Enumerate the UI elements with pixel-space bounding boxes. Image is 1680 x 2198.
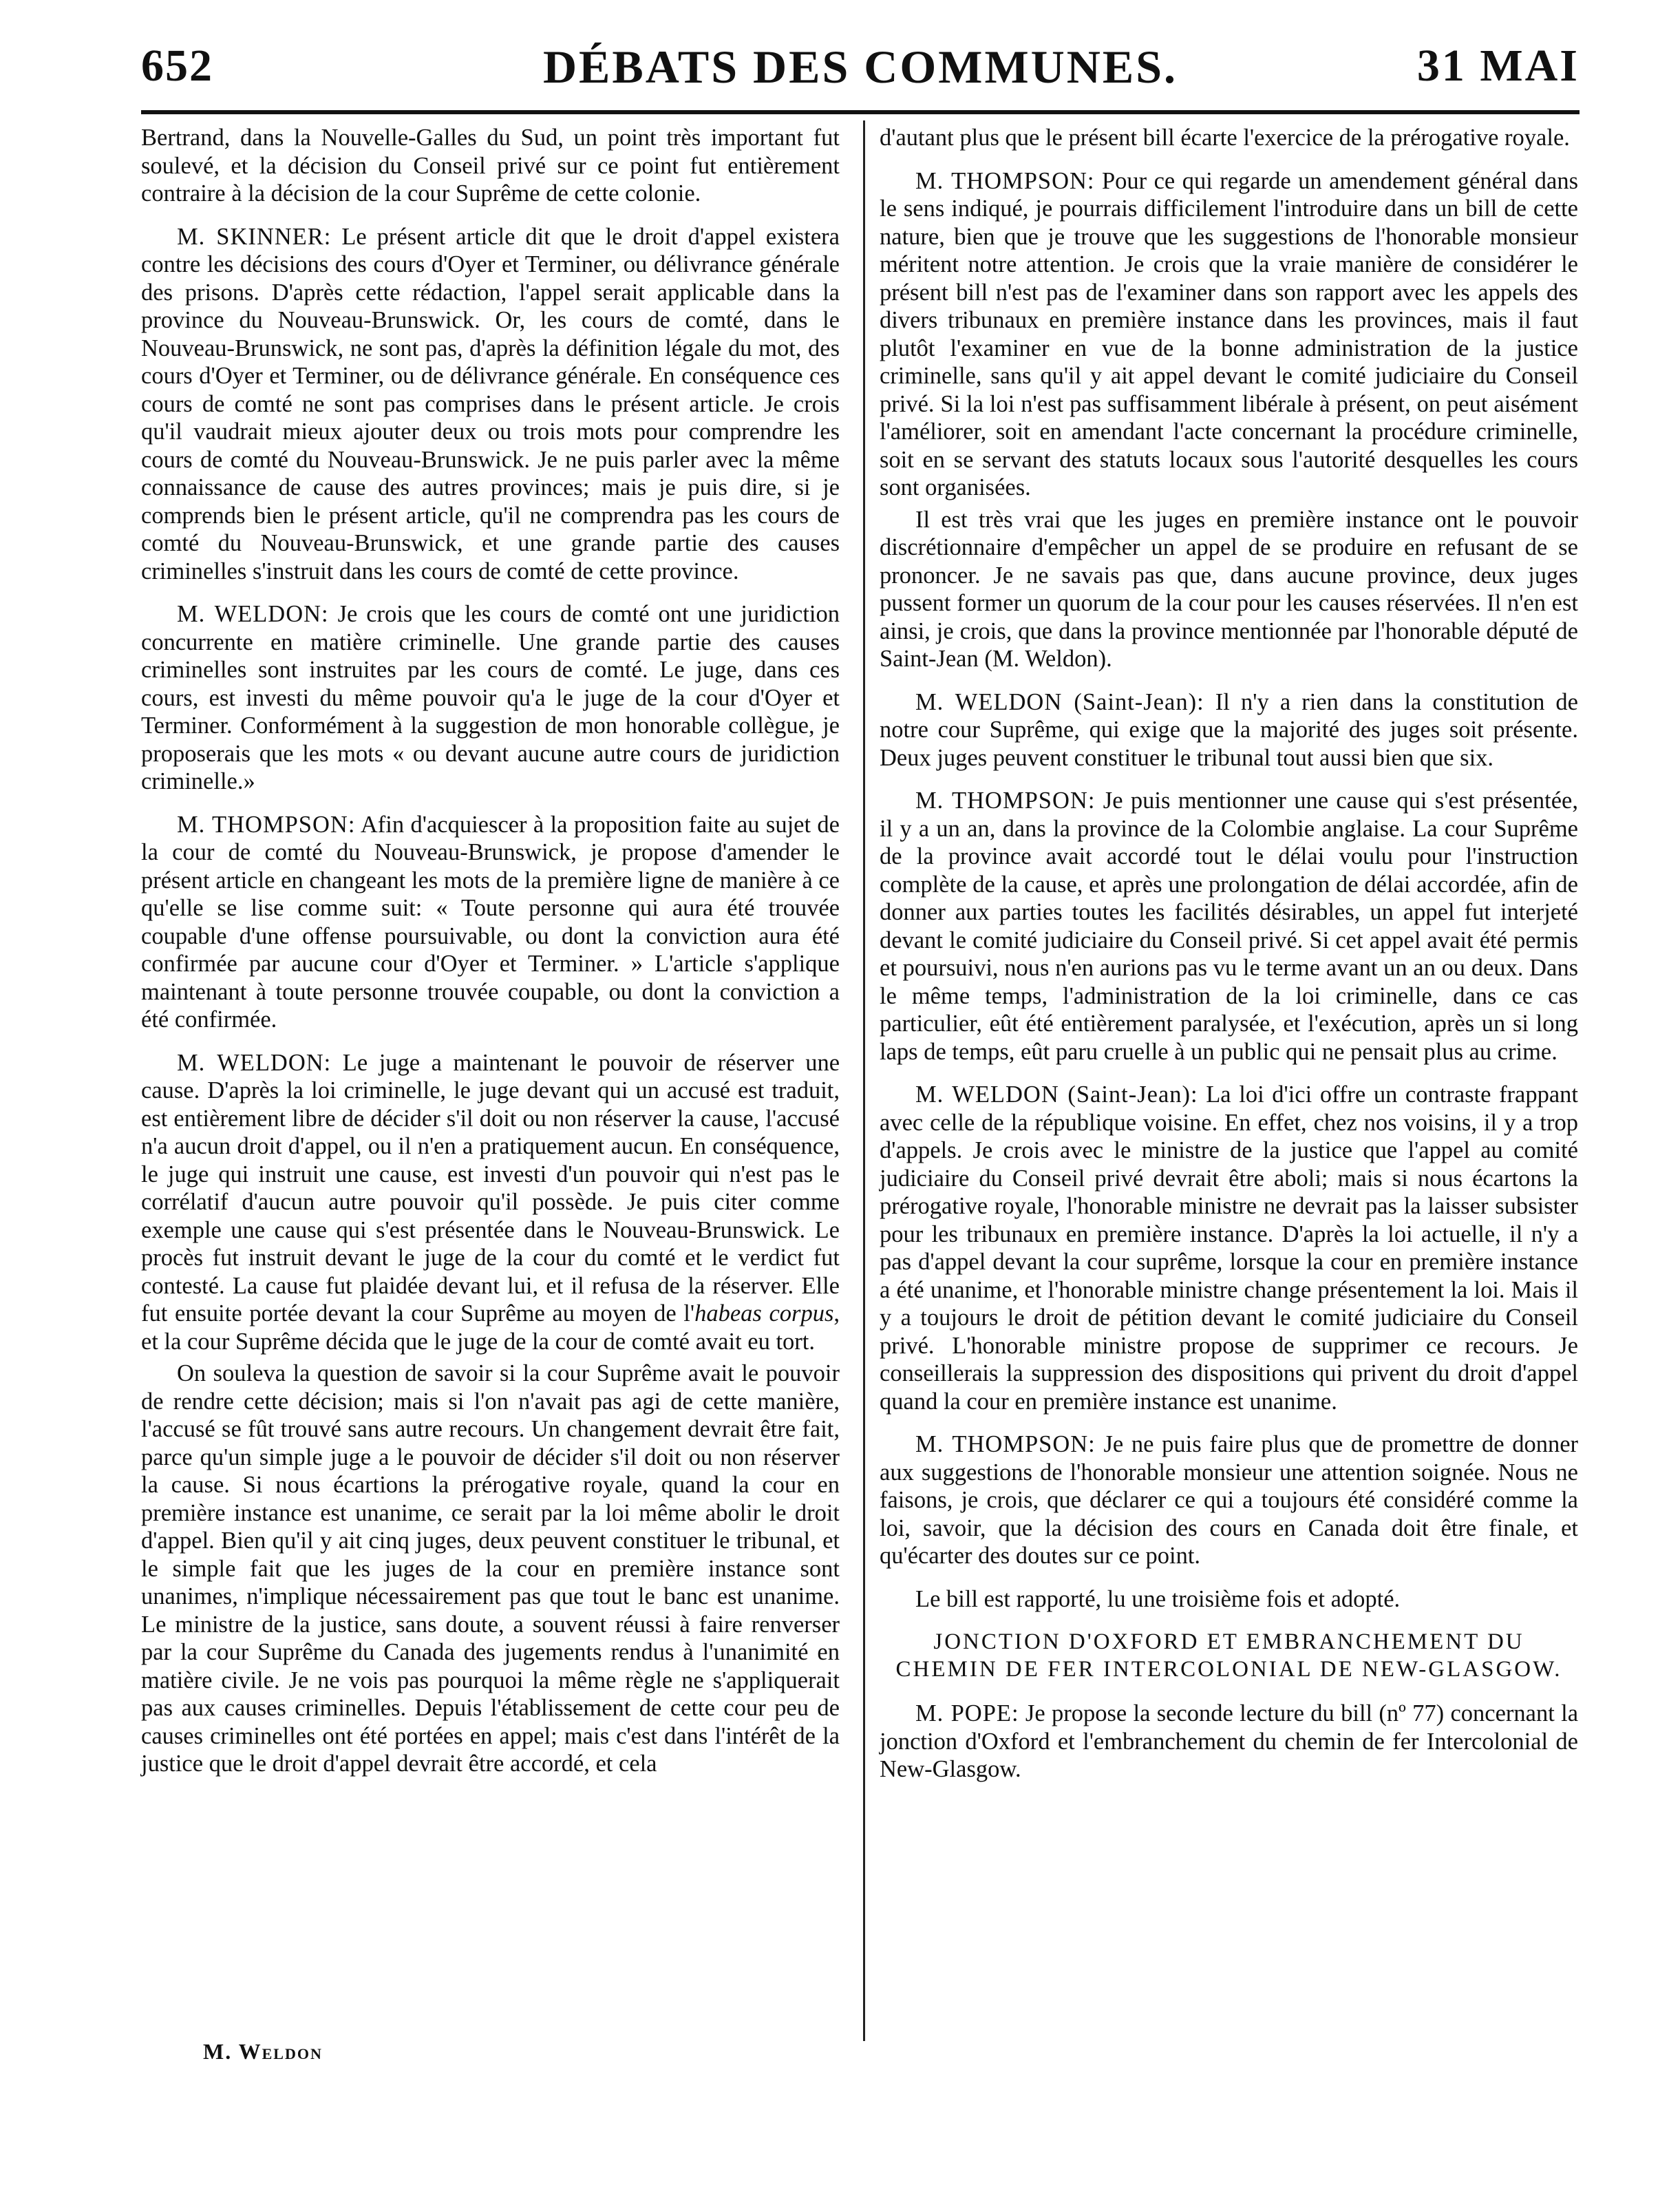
speaker-name: M. THOMPSON:	[915, 167, 1095, 194]
speaker-name: M. THOMPSON:	[177, 811, 356, 838]
paragraph: M. WELDON (Saint-Jean): Il n'y a rien dans la constitution de notre cour Suprême, qui exige que la majorité des juges soit présente. Deux juges peuvent constituer le tribunal tout aussi bien que six.	[880, 688, 1578, 771]
paragraph: M. WELDON: Le juge a maintenant le pouvoir de réserver une cause. D'après la loi criminelle, le juge devant qui un accusé est traduit, est entièrement libre de décider s'il doit ou non réserver la cause, l'accusé n'a aucun droit d'appel, ou il n'en a pratiquement aucun. En conséquence, le juge qui instruit une cause, est investi d'un pouvoir qui n'est pas le corrélatif d'aucun autre pouvoir qu'il possède. Je puis citer comme exemple une cause qui s'est présentée dans le Nouveau-Brunswick. Le procès fut instruit devant le juge de la cour du comté et le verdict fut contesté. La cause fut plaidée devant lui, et il refusa de la réserver. Elle fut ensuite portée devant la cour Suprême au moyen de l'habeas corpus, et la cour Suprême décida que le juge de la cour de comté avait eu tort.	[141, 1049, 840, 1355]
page-header	[141, 36, 1580, 98]
speaker-name: M. POPE:	[915, 1700, 1019, 1726]
paragraph: M. SKINNER: Le présent article dit que le droit d'appel existera contre les décisions des cours d'Oyer et Terminer, ou délivrance générale des prisons. D'après cette rédaction, l'appel serait applicable dans la province du Nouveau-Brunswick. Or, les cours de comté, dans le Nouveau-Brunswick, ne sont pas, d'après la définition légale du mot, des cours d'Oyer et Terminer, ou de délivrance générale. En conséquence ces cours de comté ne sont pas comprises dans le présent article. Je crois qu'il vaudrait mieux ajouter deux ou trois mots pour comprendre les cours de comté du Nouveau-Brunswick. Je ne puis parler avec la même connaissance de cause des autres provinces; mais je puis dire, si je comprends bien le présent article, qu'il ne comprendra pas les cours de comté du Nouveau-Brunswick, et une grande partie des causes criminelles s'instruit dans les cours de comté de cette province.	[141, 223, 840, 584]
paragraph: M. THOMPSON: Je puis mentionner une cause qui s'est présentée, il y a un an, dans la province de la Colombie anglaise. La cour Suprême de la province avait accordé tout le délai voulu pour l'instruction complète de la cause, et après une prolongation de délai accordée, afin de donner aux parties toutes les facilités désirables, un appel fut interjeté devant le comité judiciaire du Conseil privé. Si cet appel avait été permis et poursuivi, nous n'en aurions pas vu le terme avant un an ou deux. Dans le même temps, l'administration de la loi criminelle, dans ce cas particulier, eût été entièrement paralysée, et l'exécution, après un si long laps de temps, eût paru cruelle à un public qui ne pensait plus au crime.	[880, 788, 1578, 1065]
right-column	[880, 124, 1578, 1788]
column-divider	[863, 120, 865, 2041]
paragraph: M. POPE: Je propose la seconde lecture du bill (nº 77) concernant la jonction d'Oxford et l'embranchement du chemin de fer Intercolonial de New-Glasgow.	[880, 1700, 1579, 1782]
paragraph: Bertrand, dans la Nouvelle-Galles du Sud, un point très important fut soulevé, et la décision du Conseil privé sur ce point fut entièrement contraire à la décision de la cour Suprême de cette colonie.	[141, 125, 840, 207]
speaker-name: M. WELDON (Saint-Jean):	[915, 1081, 1198, 1108]
paragraph: M. THOMPSON: Pour ce qui regarde un amendement général dans le sens indiqué, je pourrais difficilement l'introduire dans un bill de cette nature, bien que je trouve que les suggestions de l'honorable monsieur méritent notre attention. Je crois que la vraie manière de considérer le présent bill n'est pas de l'examiner dans son rapport avec les appels des divers tribunaux en première instance dans les provinces, mais il faut plutôt l'examiner en vue de la bonne administration de la justice criminelle, sans qu'il y ait appel devant le comité judiciaire du Conseil privé. Si la loi n'est pas suffisamment libérale à présent, on peut aisément l'améliorer, soit en amendant l'acte concernant la procédure criminelle, soit en se servant des statuts locaux sous l'autorité desquelles les cours sont organisées.	[880, 167, 1579, 500]
running-foot: M. Weldon	[203, 2039, 323, 2064]
paragraph: On souleva la question de savoir si la cour Suprême avait le pouvoir de rendre cette décision; mais si l'on n'avait pas agi de cette manière, l'accusé se fût trouvé sans autre recours. Un changement devrait être fait, parce qu'un simple juge a le pouvoir de décider s'il doit ou non réserver la cause. Si nous écartions la prérogative royale, quand la cour en première instance est unanime, ce serait par la loi même abolir le droit d'appel. Bien qu'il y ait cinq juges, deux peuvent constituer le tribunal, et le simple fait que les juges de la cour en première instance sont unanimes, n'implique nécessairement pas que tout le banc est unanime. Le ministre de la justice, sans doute, a souvent réussi à faire renverser par la cour Suprême du Canada des jugements rendus à l'unanimité en matière civile. Je ne vois pas pourquoi la même règle ne s'appliquerait pas aux causes criminelles. Depuis l'établissement de cette cour peu de causes criminelles ont été portées en appel; mais c'est dans l'intérêt de la justice que le droit d'appel devrait être accordé, et cela	[141, 1360, 840, 1777]
paragraph: M. THOMPSON: Afin d'acquiescer à la proposition faite au sujet de la cour de comté du Nouveau-Brunswick, je propose d'amender le présent article en changeant les mots de la première ligne de manière à ce qu'elle se lise comme suit: « Toute personne qui aura été trouvée coupable d'une offense poursuivable, ou dont la conviction aura été confirmée par aucune cour d'Oyer et Terminer. » L'article s'applique maintenant à toute personne trouvée coupable, ou dont la conviction a été confirmée.	[141, 811, 840, 1033]
paragraph: Le bill est rapporté, lu une troisième fois et adopté.	[915, 1585, 1401, 1612]
header-rule	[141, 110, 1580, 114]
paragraph: M. THOMPSON: Je ne puis faire plus que de promettre de donner aux suggestions de l'honorable monsieur une attention soignée. Nous ne faisons, je crois, que déclarer ce qui a toujours été considéré comme la loi, savoir, que la décision des cours en Canada doit être finale, et qu'écarter des doutes sur ce point.	[880, 1431, 1579, 1569]
speaker-name: M. WELDON:	[177, 601, 329, 627]
paragraph: Il est très vrai que les juges en première instance ont le pouvoir discrétionnaire d'empêcher un appel de se produire en refusant de se prononcer. Je ne savais pas que, dans aucune province, deux juges pussent former un quorum de la cour pour les causes réservées. Il n'en est ainsi, je crois, que dans la province mentionnée par l'honorable député de Saint-Jean (M. Weldon).	[880, 506, 1578, 672]
page-title: DÉBATS DES COMMUNES.	[542, 41, 1178, 93]
speaker-name: M. SKINNER:	[177, 223, 332, 250]
speaker-name: M. WELDON (Saint-Jean):	[915, 688, 1204, 715]
section-heading: JONCTION D'OXFORD ET EMBRANCHEMENT DU CHEMIN DE FER INTERCOLONIAL DE NEW-GLASGOW.	[895, 1629, 1562, 1682]
left-column	[141, 124, 840, 1782]
speaker-name: M. THOMPSON:	[915, 788, 1096, 814]
paragraph: M. WELDON (Saint-Jean): La loi d'ici offre un contraste frappant avec celle de la république voisine. En effet, chez nos voisins, il y a trop d'appels. Je crois avec le ministre de la justice que l'appel au comité judiciaire du Conseil privé devrait être aboli; mais si nous écartons la prérogative royale, l'honorable ministre ne devrait pas la laisser subsister pour les tribunaux en première instance. D'après la loi actuelle, il n'y a pas d'appel devant la cour suprême, lorsque la cour en première instance a été unanime, et l'honorable ministre change présentement la loi. Mais il y a toujours le droit de pétition devant le comité judiciaire du Conseil privé. L'honorable ministre propose de supprimer ce recours. Je conseillerais la suppression des dispositions qui privent du droit d'appel quand la cour en première instance est unanime.	[880, 1081, 1579, 1415]
italic-term: habeas corpus	[694, 1300, 834, 1327]
speaker-name: M. WELDON:	[177, 1049, 332, 1076]
paragraph: d'autant plus que le présent bill écarte l'exercice de la prérogative royale.	[880, 125, 1570, 151]
page-number: 652	[141, 41, 213, 91]
paragraph: M. WELDON: Je crois que les cours de comté ont une juridiction concurrente en matière criminelle. Une grande partie des causes criminelles sont instruites par les cours de comté. Le juge, dans ces cours, est investi du même pouvoir qu'a le juge de la cour d'Oyer et Terminer. Conformément à la suggestion de mon honorable collègue, je proposerais que les mots « ou devant aucune autre cours de juridiction criminelle.»	[141, 601, 840, 794]
page-date: 31 MAI	[1416, 41, 1580, 91]
speaker-name: M. THOMPSON:	[915, 1431, 1096, 1457]
